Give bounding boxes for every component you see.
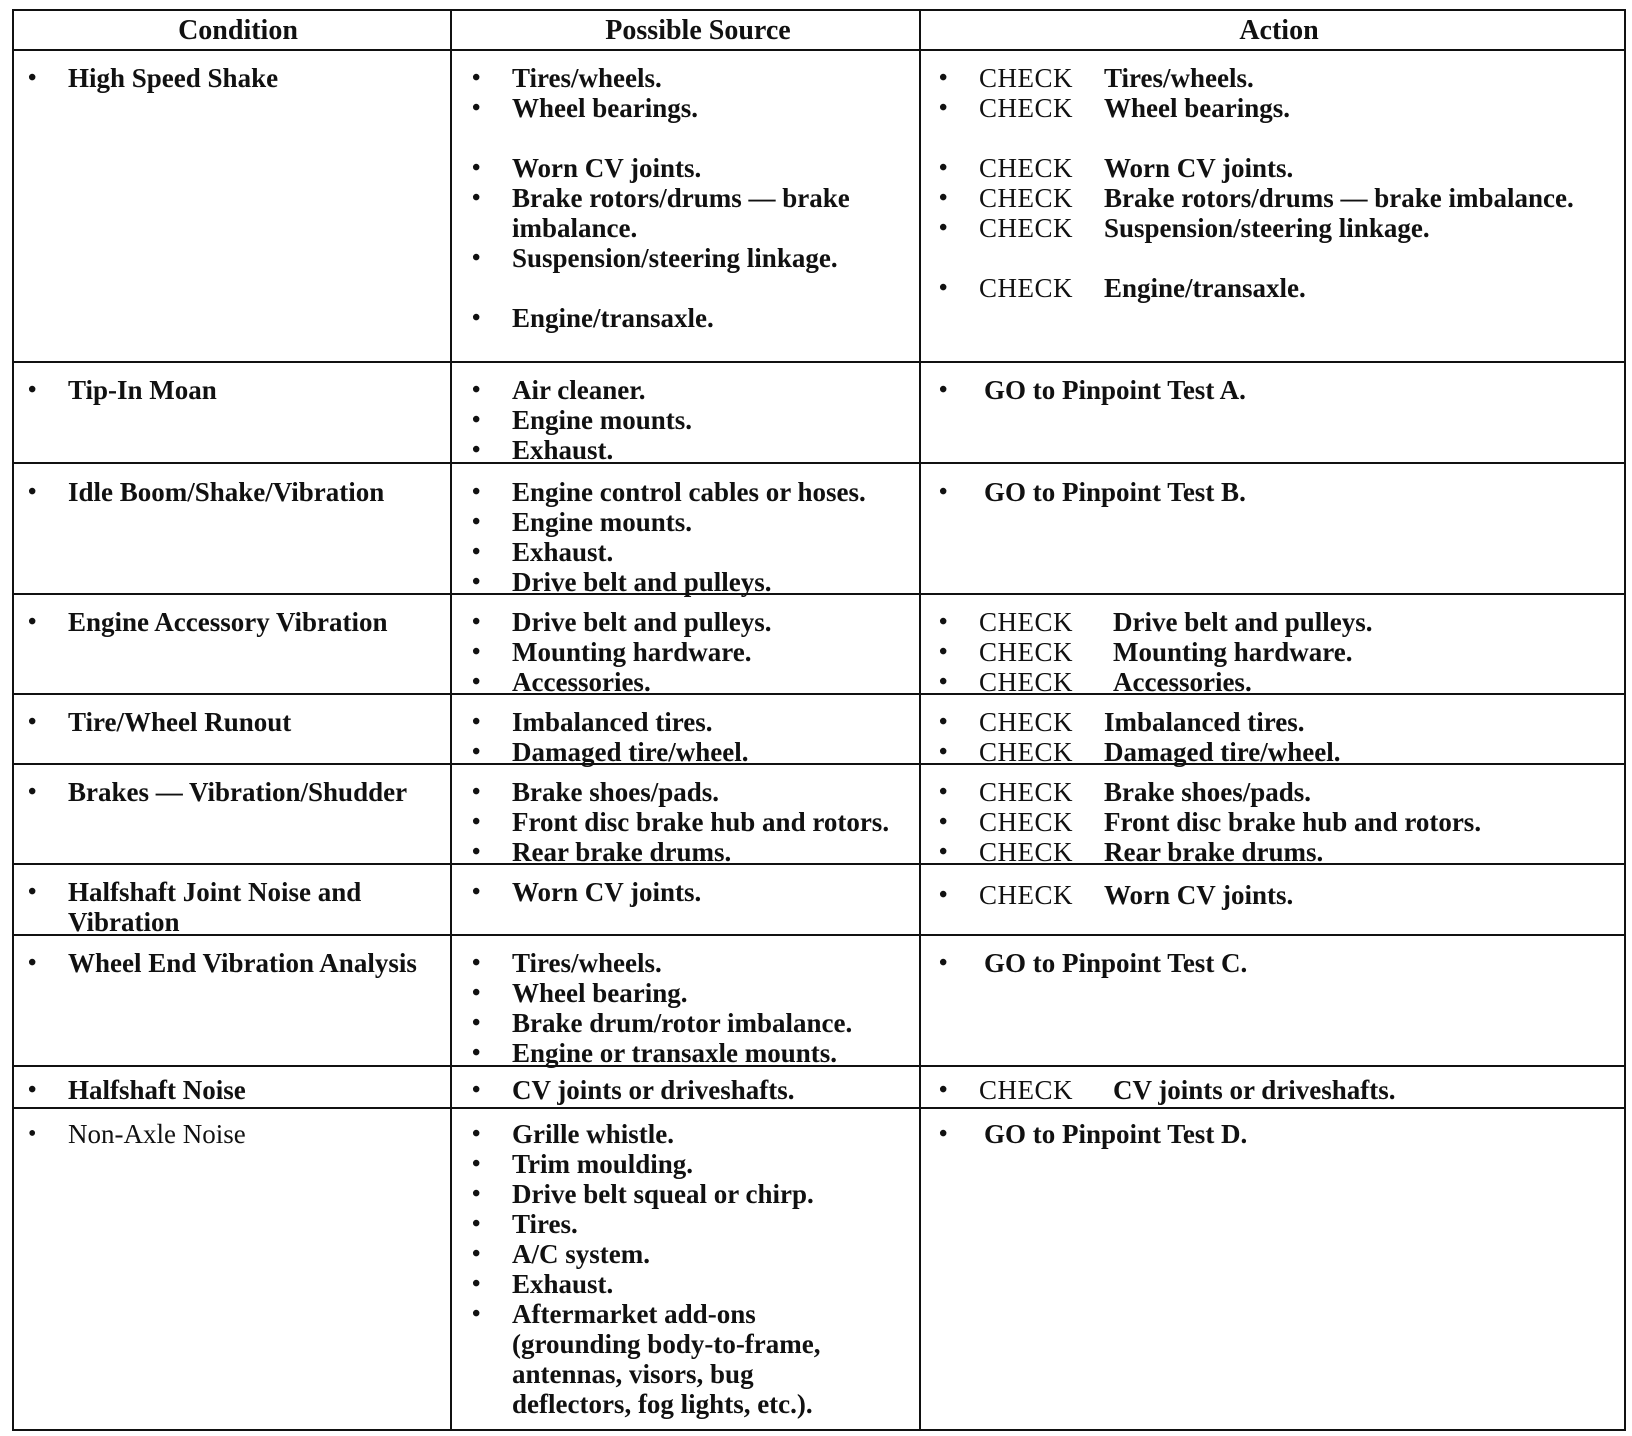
list-item: • CHECK Engine/transaxle. — [939, 273, 1619, 303]
list-item: • Tires/wheels. — [472, 948, 912, 978]
source-list — [472, 777, 912, 867]
list-item: • Drive belt squeal or chirp. — [472, 1179, 842, 1209]
list-item: • Accessories. — [472, 667, 912, 697]
list-item: • GO to Pinpoint Test D. — [939, 1119, 1619, 1149]
list-item: • Engine control cables or hoses. — [472, 477, 912, 507]
source-list — [472, 707, 912, 767]
source-list — [472, 948, 912, 1068]
list-item: • CHECK CV joints or driveshafts. — [939, 1075, 1619, 1105]
list-item: • CHECK Worn CV joints. — [939, 153, 1619, 183]
check-keyword: • CHECK — [979, 607, 1074, 637]
action-list — [939, 63, 1619, 303]
condition-cell: • Tip-In Moan — [28, 375, 438, 405]
check-keyword: • CHECK — [979, 1075, 1074, 1105]
list-item: • CHECK Damaged tire/wheel. — [939, 737, 1619, 767]
table-row — [28, 707, 438, 737]
check-keyword: • CHECK — [979, 93, 1074, 123]
check-keyword: • CHECK — [979, 273, 1074, 303]
list-item: • A/C system. — [472, 1239, 842, 1269]
action-list — [939, 1075, 1619, 1105]
list-item: • CV joints or driveshafts. — [472, 1075, 912, 1105]
list-item: • Suspension/steering linkage. — [472, 243, 912, 273]
list-item: • CHECK Suspension/steering linkage. — [939, 213, 1619, 243]
table-row — [28, 1075, 438, 1105]
list-item: • GO to Pinpoint Test A. — [939, 375, 1619, 405]
list-item: • CHECK Accessories. — [939, 667, 1619, 697]
list-item: • GO to Pinpoint Test C. — [939, 948, 1619, 978]
condition-cell: • Idle Boom/Shake/Vibration — [28, 477, 438, 507]
list-item: • Engine or transaxle mounts. — [472, 1038, 912, 1068]
list-item: • CHECK Brake rotors/drums — brake imbalance. — [939, 183, 1619, 213]
list-item: • CHECK Rear brake drums. — [939, 837, 1619, 867]
list-item: • CHECK Drive belt and pulleys. — [939, 607, 1619, 637]
action-list — [939, 707, 1619, 767]
table-row — [28, 777, 438, 807]
list-item: • Imbalanced tires. — [472, 707, 912, 737]
source-list — [472, 607, 912, 697]
table-row — [28, 607, 438, 637]
list-item: • Grille whistle. — [472, 1119, 842, 1149]
action-list — [939, 607, 1619, 697]
check-keyword: • CHECK — [979, 183, 1074, 213]
list-item: • CHECK Imbalanced tires. — [939, 707, 1619, 737]
list-item: • CHECK Front disc brake hub and rotors. — [939, 807, 1619, 837]
check-keyword: • CHECK — [979, 637, 1074, 667]
list-item: • Air cleaner. — [472, 375, 912, 405]
list-item: • CHECK Brake shoes/pads. — [939, 777, 1619, 807]
check-keyword: • CHECK — [979, 707, 1074, 737]
table-row — [28, 63, 438, 93]
condition-cell: • Halfshaft Noise — [28, 1075, 438, 1105]
diagnosis-table — [12, 9, 1626, 1431]
action-list — [939, 1119, 1619, 1149]
source-list — [472, 375, 912, 465]
row-divider — [14, 49, 1624, 51]
list-item: • Aftermarket add-ons (grounding body-to-frame, antennas, visors, bug deflectors, fog lights, etc.). — [472, 1299, 842, 1419]
table-row — [28, 948, 438, 978]
list-item: • Rear brake drums. — [472, 837, 912, 867]
action-list — [939, 777, 1619, 867]
check-keyword: • CHECK — [979, 63, 1074, 93]
table-row — [28, 1119, 438, 1149]
check-keyword: • CHECK — [979, 153, 1074, 183]
action-list — [939, 375, 1619, 405]
header-possible-source: Possible Source — [605, 15, 791, 46]
column-divider — [450, 11, 452, 1429]
row-divider — [14, 361, 1624, 363]
column-divider — [919, 11, 921, 1429]
list-item: • CHECK Worn CV joints. — [939, 880, 1619, 910]
condition-cell: • Engine Accessory Vibration — [28, 607, 438, 637]
list-item: • Wheel bearings. — [472, 93, 912, 123]
list-item: • CHECK Tires/wheels. — [939, 63, 1619, 93]
source-list — [472, 1119, 842, 1419]
check-keyword: • CHECK — [979, 777, 1074, 807]
list-item: • Worn CV joints. — [472, 153, 912, 183]
check-keyword: • CHECK — [979, 807, 1074, 837]
check-keyword: • CHECK — [979, 837, 1074, 867]
action-list — [939, 880, 1619, 910]
condition-cell: • Halfshaft Joint Noise and Vibration — [28, 877, 438, 937]
list-item: • Tires. — [472, 1209, 842, 1239]
table-row — [28, 375, 438, 405]
list-item: • Engine mounts. — [472, 507, 912, 537]
list-item: • Brake drum/rotor imbalance. — [472, 1008, 912, 1038]
list-item: • Tires/wheels. — [472, 63, 912, 93]
header-action: Action — [1239, 15, 1319, 46]
list-item: • Mounting hardware. — [472, 637, 912, 667]
row-divider — [14, 1107, 1624, 1109]
action-list — [939, 477, 1619, 507]
condition-cell: • Tire/Wheel Runout — [28, 707, 438, 737]
source-list — [472, 477, 912, 597]
list-item: • Drive belt and pulleys. — [472, 607, 912, 637]
condition-cell: • Non-Axle Noise — [28, 1119, 438, 1149]
condition-cell: • High Speed Shake — [28, 63, 438, 93]
list-item: • Wheel bearing. — [472, 978, 912, 1008]
list-item: • Exhaust. — [472, 1269, 842, 1299]
list-item: • Brake shoes/pads. — [472, 777, 912, 807]
source-list — [472, 63, 912, 333]
list-item: • Worn CV joints. — [472, 877, 912, 907]
list-item: • Trim moulding. — [472, 1149, 842, 1179]
check-keyword: • CHECK — [979, 213, 1074, 243]
list-item: • GO to Pinpoint Test B. — [939, 477, 1619, 507]
check-keyword: • CHECK — [979, 880, 1074, 910]
list-item: • Exhaust. — [472, 537, 912, 567]
table-row — [28, 877, 438, 937]
check-keyword: • CHECK — [979, 737, 1074, 767]
list-item: • Front disc brake hub and rotors. — [472, 807, 912, 837]
list-item: • CHECK Wheel bearings. — [939, 93, 1619, 123]
condition-cell: • Brakes — Vibration/Shudder — [28, 777, 438, 807]
list-item: • Drive belt and pulleys. — [472, 567, 912, 597]
source-list — [472, 1075, 912, 1105]
check-keyword: • CHECK — [979, 667, 1074, 697]
list-item: • Brake rotors/drums — brake imbalance. — [472, 183, 912, 243]
source-list — [472, 877, 912, 907]
condition-cell: • Wheel End Vibration Analysis — [28, 948, 438, 978]
list-item: • Exhaust. — [472, 435, 912, 465]
action-list — [939, 948, 1619, 978]
table-row — [28, 477, 438, 507]
header-condition: Condition — [178, 15, 298, 46]
list-item: • Engine mounts. — [472, 405, 912, 435]
list-item: • Engine/transaxle. — [472, 303, 912, 333]
list-item: • Damaged tire/wheel. — [472, 737, 912, 767]
list-item: • CHECK Mounting hardware. — [939, 637, 1619, 667]
